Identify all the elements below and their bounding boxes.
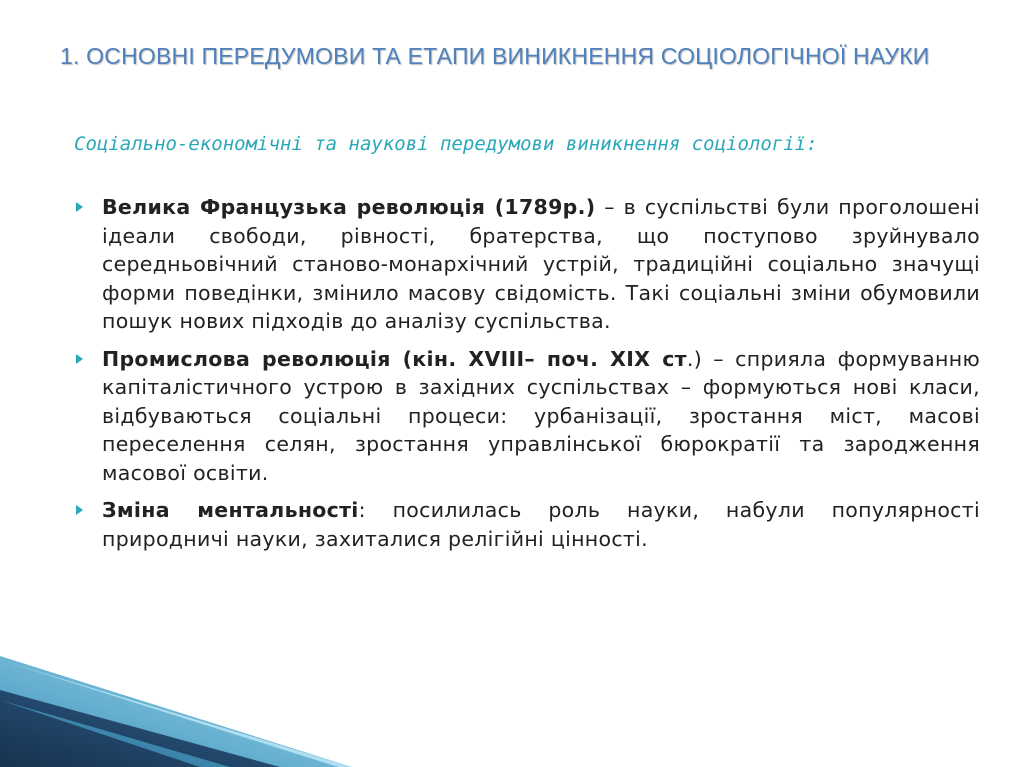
list-item (76, 193, 980, 336)
bullet-heading: Зміна ментальності (102, 498, 359, 522)
bullet-text: – в суспільстві були проголошені ідеали свободи, рівності, братерства, що поступово зруйнувало середньовічний станово-монархічний устрій, традиційні соціально значущі форми поведінки, змінило масову свідомість. Такі соціальні зміни обумовили пошук нових підходів до аналізу суспільства. (102, 195, 980, 333)
triangle-bullet-icon (76, 202, 83, 212)
bullet-text: : посилилась роль науки, набули популярності природничі науки, захиталися релігійні цінності. (102, 498, 980, 551)
page-title: 1. ОСНОВНІ ПЕРЕДУМОВИ ТА ЕТАПИ ВИНИКНЕННЯ СОЦІОЛОГІЧНОЇ НАУКИ (60, 43, 930, 69)
bullet-heading: Велика Французька революція (1789р.) (102, 195, 596, 219)
bullet-heading: Промислова революція (кін. XVIII– поч. XIX ст (102, 346, 687, 371)
subtitle: Соціально-економічні та наукові передумови виникнення соціології: (74, 133, 818, 155)
triangle-bullet-icon (76, 354, 83, 364)
list-item (76, 345, 980, 488)
triangle-bullet-icon (76, 505, 83, 515)
bullet-text: .) – сприяла формуванню капіталістичного устрою в західних суспільствах – формуються нові класи, відбуваються соціальні процеси: урбанізації, зростання міст, масові переселення селян, зростання управлінської бюрократії та зародження масової освіти. (102, 346, 981, 485)
bullet-list (76, 193, 980, 562)
list-item (76, 496, 980, 553)
